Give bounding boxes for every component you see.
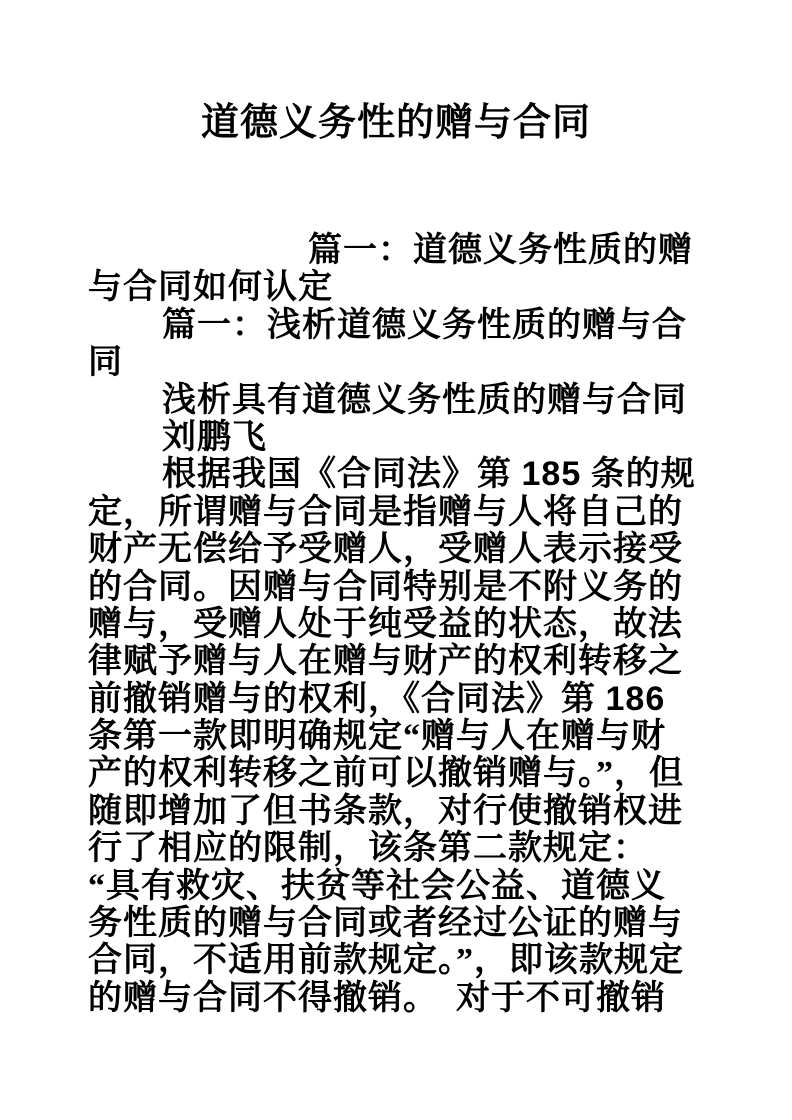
text-line: 财产无偿给予受赠人，受赠人表示接受: [88, 531, 683, 569]
text-line: 随即增加了但书条款，对行使撤销权进: [88, 792, 683, 830]
text-line: 的赠与合同不得撤销。 对于不可撤销: [88, 979, 666, 1017]
text-line: 根据我国《合同法》第 185 条的规: [162, 455, 696, 494]
text-line: 篇一：浅析道德义务性质的赠与合: [162, 306, 687, 344]
text-line: 条第一款即明确规定“赠与人在赠与财: [88, 718, 666, 756]
document-body: [88, 232, 712, 1017]
article-number: 186: [605, 679, 666, 718]
text-line: 定，所谓赠与合同是指赠与人将自己的: [88, 493, 683, 531]
article-number: 185: [521, 455, 582, 494]
text-line: 务性质的赠与合同或者经过公证的赠与: [88, 905, 683, 943]
text-line: “具有救灾、扶贫等社会公益、道德义: [88, 867, 666, 905]
text-line: 浅析具有道德义务性质的赠与合同: [162, 381, 687, 419]
text-line: 产的权利转移之前可以撤销赠与。”，但: [88, 755, 684, 793]
document-title: 道德义务性的赠与合同: [200, 102, 591, 144]
text-line: 赠与，受赠人处于纯受益的状态，故法: [88, 605, 683, 643]
text-line: 与合同如何认定: [88, 269, 333, 307]
text-line: 前撤销赠与的权利，《合同法》第 186: [88, 679, 666, 718]
text-line: 律赋予赠与人在赠与财产的权利转移之: [88, 643, 683, 681]
text-line: 的合同。因赠与合同特别是不附义务的: [88, 568, 683, 606]
text-line: 刘鹏飞: [162, 418, 267, 456]
text-line: 同: [88, 344, 123, 382]
text-line: 篇一：道德义务性质的赠: [308, 232, 693, 269]
text-line: 行了相应的限制，该条第二款规定：: [88, 830, 648, 868]
text-line: 合同，不适用前款规定。”，即该款规定: [88, 942, 684, 980]
